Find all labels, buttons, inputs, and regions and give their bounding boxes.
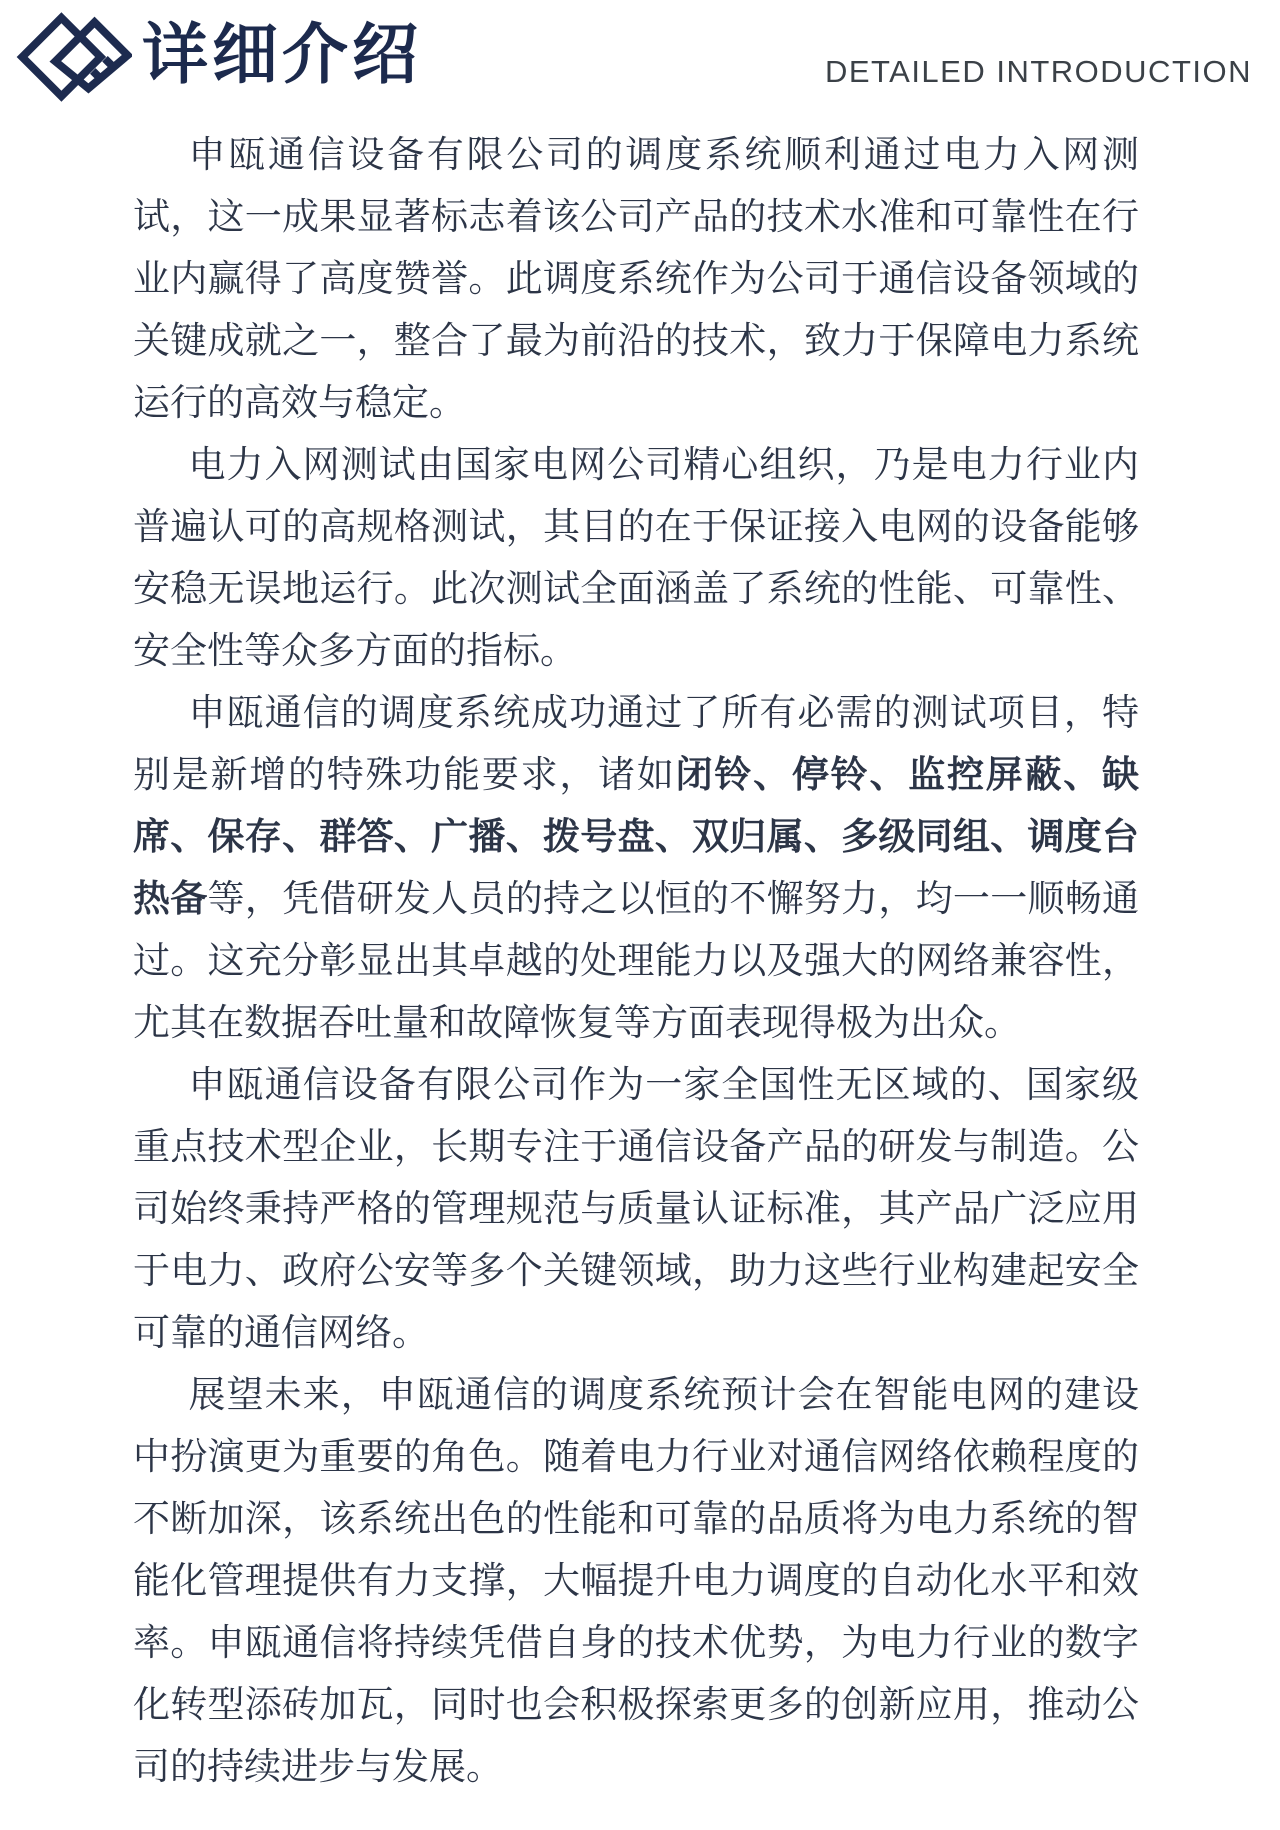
feature-list-bold-run: 闭铃、停铃、监控屏蔽、缺席、保存、群答、广播、拨号盘、双归属、多级同组、调度台热备	[133, 754, 1139, 919]
paragraph	[133, 1364, 1139, 1798]
text-run: 等，凭借研发人员的持之以恒的不懈努力，均一一顺畅通过。这充分彰显出其卓越的处理能力以及强大的网络兼容性，尤其在数据吞吐量和故障恢复等方面表现得极为出众。	[133, 878, 1140, 1043]
text-run: 电力入网测试由国家电网公司精心组织，乃是电力行业内普遍认可的高规格测试，其目的在于保证接入电网的设备能够安稳无误地运行。此次测试全面涵盖了系统的性能、可靠性、安全性等众多方面的指标。	[133, 444, 1139, 671]
text-run: 申瓯通信设备有限公司的调度系统顺利通过电力入网测试，这一成果显著标志着该公司产品的技术水准和可靠性在行业内赢得了高度赞誉。此调度系统作为公司于通信设备领域的关键成就之一，整合了最为前沿的技术，致力于保障电力系统运行的高效与稳定。	[133, 134, 1139, 423]
text-run: 申瓯通信设备有限公司作为一家全国性无区域的、国家级重点技术型企业，长期专注于通信设备产品的研发与制造。公司始终秉持严格的管理规范与质量认证标准，其产品广泛应用于电力、政府公安等多个关键领域，助力这些行业构建起安全可靠的通信网络。	[133, 1064, 1139, 1353]
paragraph	[133, 1054, 1139, 1364]
text-run: 展望未来，申瓯通信的调度系统预计会在智能电网的建设中扮演更为重要的角色。随着电力行业对通信网络依赖程度的不断加深，该系统出色的性能和可靠的品质将为电力系统的智能化管理提供有力支撑，大幅提升电力调度的自动化水平和效率。申瓯通信将持续凭借自身的技术优势，为电力行业的数字化转型添砖加瓦，同时也会积极探索更多的创新应用，推动公司的持续进步与发展。	[133, 1374, 1139, 1787]
paragraph	[133, 434, 1139, 682]
shenou-handshake-heart-icon	[10, 4, 132, 110]
paragraph	[133, 682, 1139, 1054]
text-run: 申瓯通信的调度系统成功通过了所有必需的测试项目，特别是新增的特殊功能要求，诸如	[133, 692, 1139, 795]
page-header	[0, 0, 1280, 112]
page-subtitle: DETAILED INTRODUCTION	[824, 54, 1252, 89]
paragraph	[133, 124, 1139, 434]
article-body	[133, 124, 1139, 1798]
page-title: 详细介绍	[142, 19, 422, 92]
